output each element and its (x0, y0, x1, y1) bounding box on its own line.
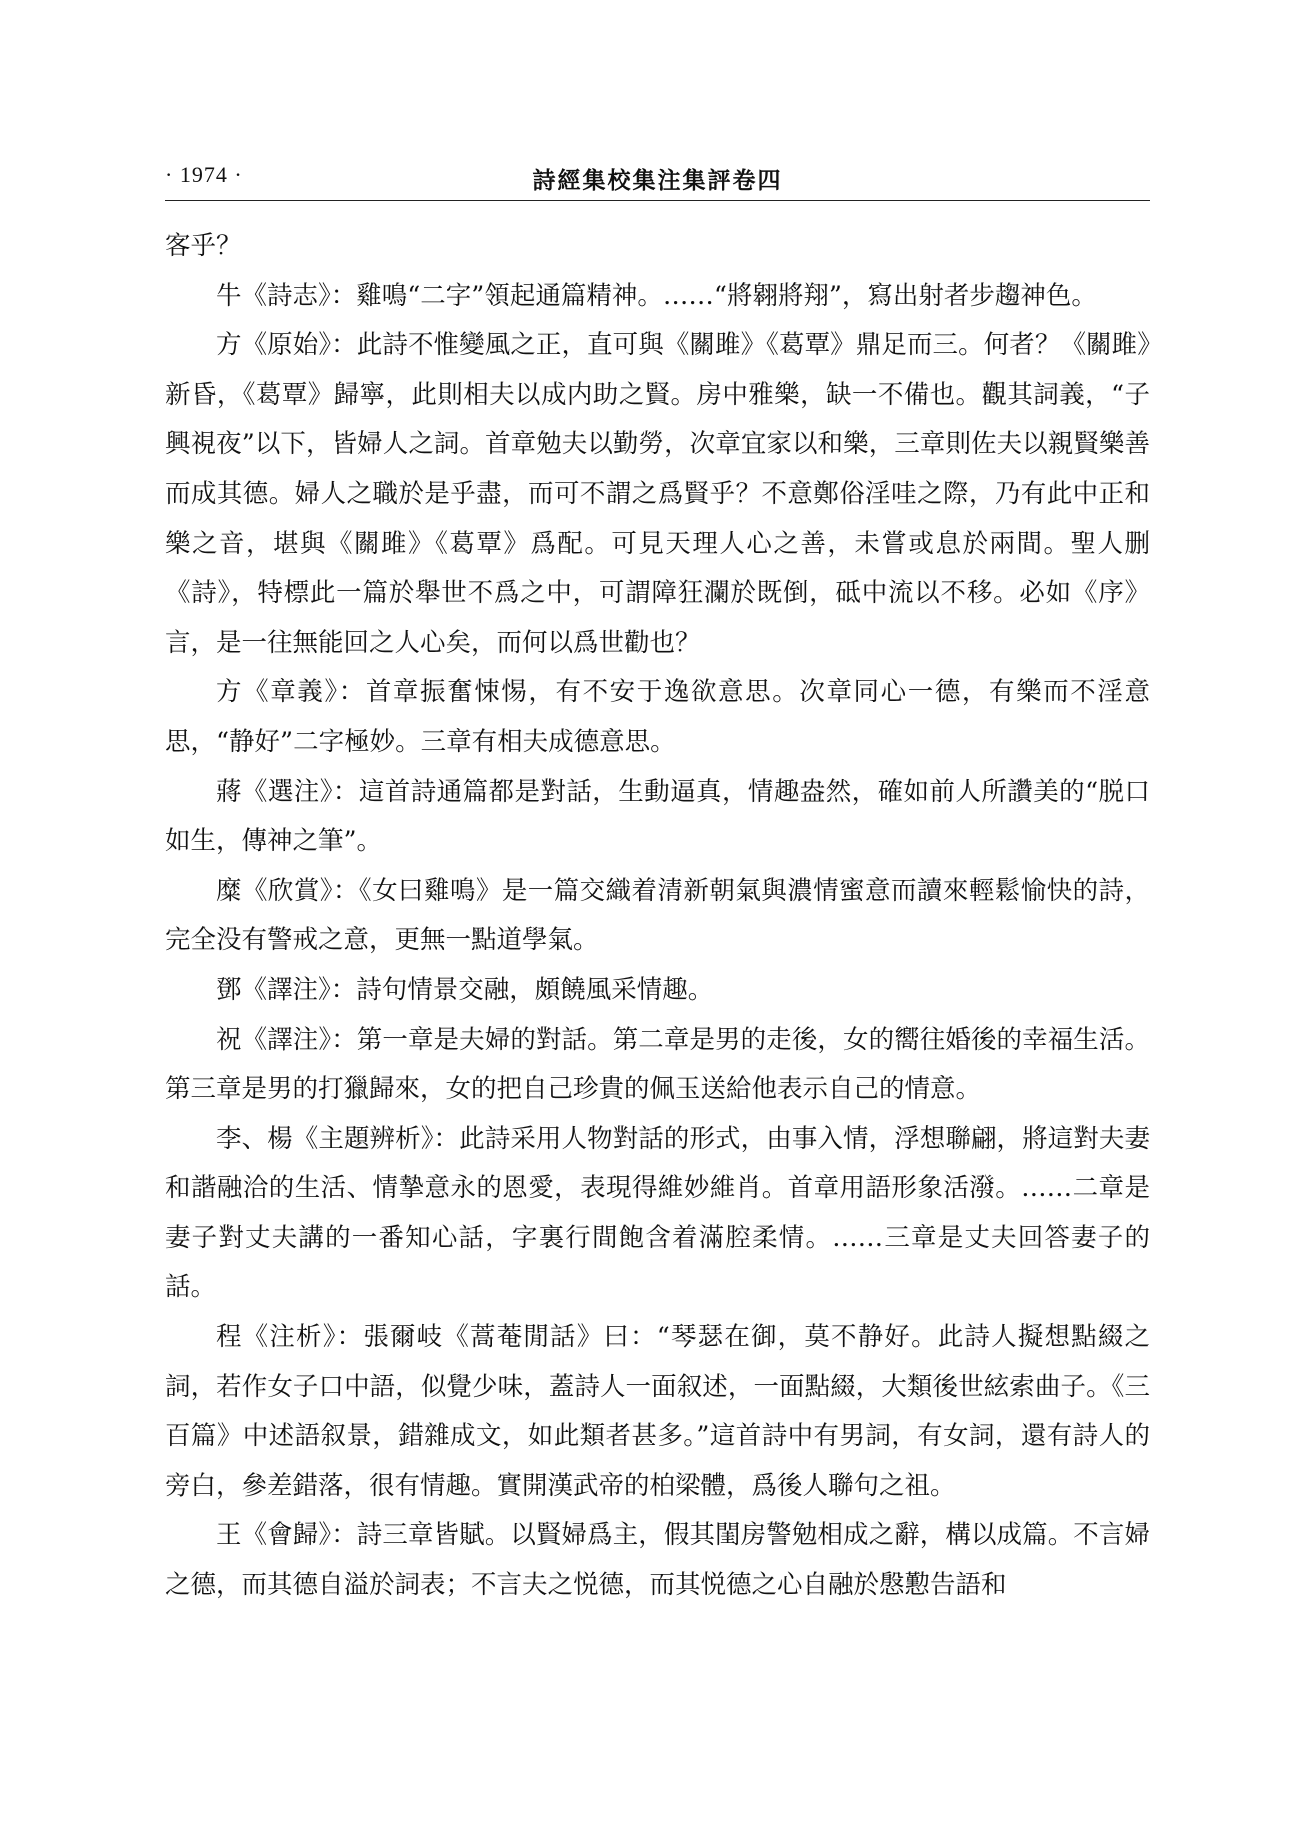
page-header (165, 162, 1150, 198)
paragraph-fang-yuanshi: 方《原始》：此詩不惟變風之正，直可與《關雎》《葛覃》鼎足而三。何者？《關雎》新昏，《葛覃》歸寧，此則相夫以成内助之賢。房中雅樂，缺一不備也。觀其詞義，“子興視夜”以下，皆婦人之詞。首章勉夫以勤勞，次章宜家以和樂，三章則佐夫以親賢樂善而成其德。婦人之職於是乎盡，而可不謂之爲賢乎？不意鄭俗淫哇之際，乃有此中正和樂之音，堪與《關雎》《葛覃》爲配。可見天理人心之善，未嘗或息於兩間。聖人删《詩》，特標此一篇於舉世不爲之中，可謂障狂瀾於既倒，砥中流以不移。必如《序》言，是一往無能回之人心矣，而何以爲世勸也？ (165, 330, 1150, 658)
paragraph-wang-huigui: 王《會歸》：詩三章皆賦。以賢婦爲主，假其閨房警勉相成之辭，構以成篇。不言婦之德，而其德自溢於詞表；不言夫之悦德，而其悦德之心自融於慇懃告語和 (165, 1520, 1150, 1601)
running-title: 詩經集校集注集評卷四 (532, 167, 783, 194)
page-number: · 1974 · (165, 162, 243, 187)
header-rule (165, 200, 1150, 201)
paragraph-jiang-xuanzhu: 蔣《選注》：這首詩通篇都是對話，生動逼真，情趣盎然，確如前人所讚美的“脱口如生，傳神之筆”。 (165, 776, 1150, 857)
body-text (165, 222, 1150, 1611)
paragraph-continued: 客乎？ (165, 231, 242, 261)
paragraph-mi-xinshang: 糜《欣賞》：《女曰雞鳴》是一篇交織着清新朝氣與濃情蜜意而讀來輕鬆愉快的詩，完全没有警戒之意，更無一點道學氣。 (165, 875, 1150, 956)
paragraph-cheng-zhuxi: 程《注析》：張爾岐《蒿菴閒話》曰：“琴瑟在御，莫不静好。此詩人擬想點綴之詞，若作女子口中語，似覺少味，蓋詩人一面叙述，一面點綴，大類後世絃索曲子。《三百篇》中述語叙景，錯雜成文，如此類者甚多。”這首詩中有男詞，有女詞，還有詩人的旁白，參差錯落，很有情趣。實開漢武帝的柏梁體，爲後人聯句之祖。 (165, 1322, 1150, 1501)
paragraph-deng-yizhu: 鄧《譯注》：詩句情景交融，頗饒風采情趣。 (216, 974, 714, 1005)
paragraph-fang-zhangyi: 方《章義》：首章振奮悚惕，有不安于逸欲意思。次章同心一德，有樂而不淫意思，“静好”二字極妙。三章有相夫成德意思。 (165, 677, 1150, 757)
paragraph-li-yang-zhuti: 李、楊《主題辨析》：此詩采用人物對話的形式，由事入情，浮想聯翩，將這對夫妻和諧融洽的生活、情摯意永的恩愛，表現得維妙維肖。首章用語形象活潑。……二章是妻子對丈夫講的一番知心話，字裏行間飽含着滿腔柔情。……三章是丈夫回答妻子的話。 (165, 1123, 1150, 1303)
paragraph-zhu-yizhu: 祝《譯注》：第一章是夫婦的對話。第二章是男的走後，女的嚮往婚後的幸福生活。第三章是男的打獵歸來，女的把自己珍貴的佩玉送給他表示自己的情意。 (165, 1024, 1150, 1105)
paragraph-niu-shizhi: 牛《詩志》：雞鳴“二字”領起通篇精神。……“將翱將翔”，寫出射者步趨神色。 (216, 280, 1097, 311)
